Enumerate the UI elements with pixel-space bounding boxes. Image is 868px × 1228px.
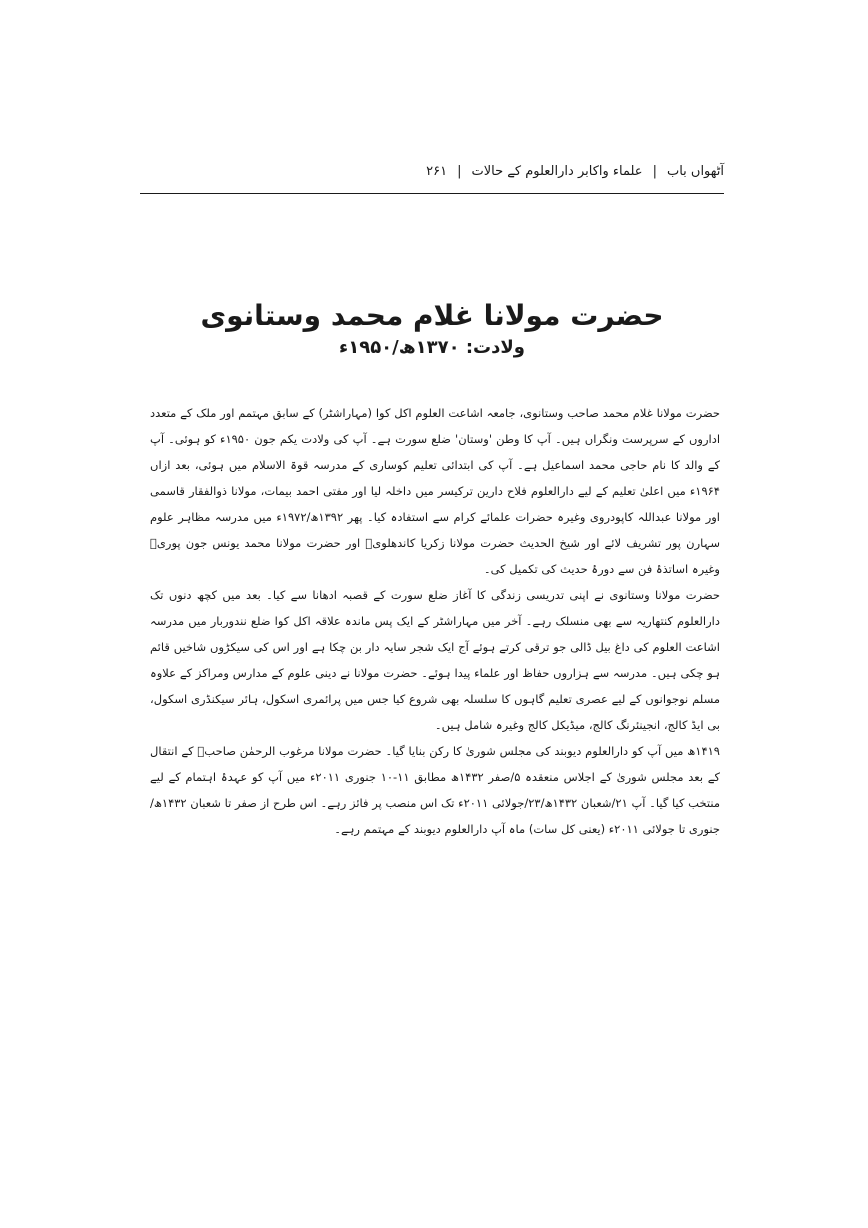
running-header: [140, 158, 724, 184]
header-separator: |: [457, 163, 462, 179]
paragraph: ۱۴۱۹ھ میں آپ کو دارالعلوم دیوبند کی مجلس شوریٰ کا رکن بنایا گیا۔ حضرت مولانا مرغوب الرحمٰن صاحبؒ کے انتقال کے بعد مجلس شوریٰ کے اجلاس منعقدہ ۵/صفر ۱۴۳۲ھ مطابق ۱۱-۱۰ جنوری ۲۰۱۱ء میں آپ کو عہدۂ اہتمام کے لیے منتخب کیا گیا۔ آپ ۲۱/شعبان ۱۴۳۲ھ/۲۳/جولائی ۲۰۱۱ء تک اس منصب پر فائز رہے۔ اس طرح از صفر تا شعبان ۱۴۳۲ھ/جنوری تا جولائی ۲۰۱۱ء (یعنی کل سات) ماہ آپ دارالعلوم دیوبند کے مہتمم رہے۔: [150, 744, 720, 836]
header-divider: [140, 193, 724, 194]
paragraph: حضرت مولانا غلام محمد صاحب وستانوی، جامعہ اشاعت العلوم اکل کوا (مہاراشٹر) کے سابق مہتمم اور ملک کے متعدد اداروں کے سرپرست ونگراں ہیں۔ آپ کا وطن 'وستان' ضلع سورت ہے۔ آپ کی ولادت یکم جون ۱۹۵۰ء کو ہوئی۔ آپ کے والد کا نام حاجی محمد اسماعیل ہے۔ آپ کی ابتدائی تعلیم کوساری کے مدرسہ قوۃ الاسلام میں ہوئی، بعد ازاں ۱۹۶۴ء میں اعلیٰ تعلیم کے لیے دارالعلوم فلاح دارین ترکیسر میں داخلہ لیا اور مفتی احمد بیمات، مولانا ذوالفقار قاسمی اور مولانا عبداللہ کاپودروی وغیرہ حضرات علمائے کرام سے استفادہ کیا۔ پھر ۱۳۹۲ھ/۱۹۷۲ء میں مدرسہ مظاہر علوم سہارن پور تشریف لائے اور شیخ الحدیث حضرت مولانا زکریا کاندھلویؒ اور حضرت مولانا محمد یونس جون پوریؒ وغیرہ اساتذۂ فن سے دورۂ حدیث کی تکمیل کی۔: [150, 406, 721, 576]
biography-title: حضرت مولانا غلام محمد وستانوی: [200, 298, 664, 332]
biography-body: [150, 400, 720, 842]
page-number: ۲۶۱: [426, 163, 448, 179]
birth-date: ولادت: ۱۳۷۰ھ/۱۹۵۰ء: [339, 337, 525, 358]
section-label: علماء واکابر دارالعلوم کے حالات: [471, 163, 643, 179]
chapter-label: آٹھواں باب: [666, 163, 724, 179]
header-separator: |: [652, 163, 657, 179]
paragraph: حضرت مولانا وستانوی نے اپنی تدریسی زندگی کا آغاز ضلع سورت کے قصبہ ادھانا سے کیا۔ بعد میں کچھ دنوں تک دارالعلوم کنتھاریہ سے بھی منسلک رہے۔ آخر میں مہاراشٹر کے ایک پس ماندہ علاقہ اکل کوا ضلع نندوربار میں مدرسہ اشاعت العلوم کی داغ بیل ڈالی جو ترقی کرتے ہوئے آج ایک شجر سایہ دار بن چکا ہے اور اس کی سیکڑوں شاخیں قائم ہو چکی ہیں۔ مدرسہ سے ہزاروں حفاظ اور علماء پیدا ہوئے۔ حضرت مولانا نے دینی علوم کے مدارس ومراکز کے علاوہ مسلم نوجوانوں کے لیے عصری تعلیم گاہوں کا سلسلہ بھی شروع کیا جس میں پرائمری اسکول، ہائر سیکنڈری اسکول، بی ایڈ کالج، انجینئرنگ کالج، میڈیکل کالج وغیرہ شامل ہیں۔: [150, 588, 720, 732]
